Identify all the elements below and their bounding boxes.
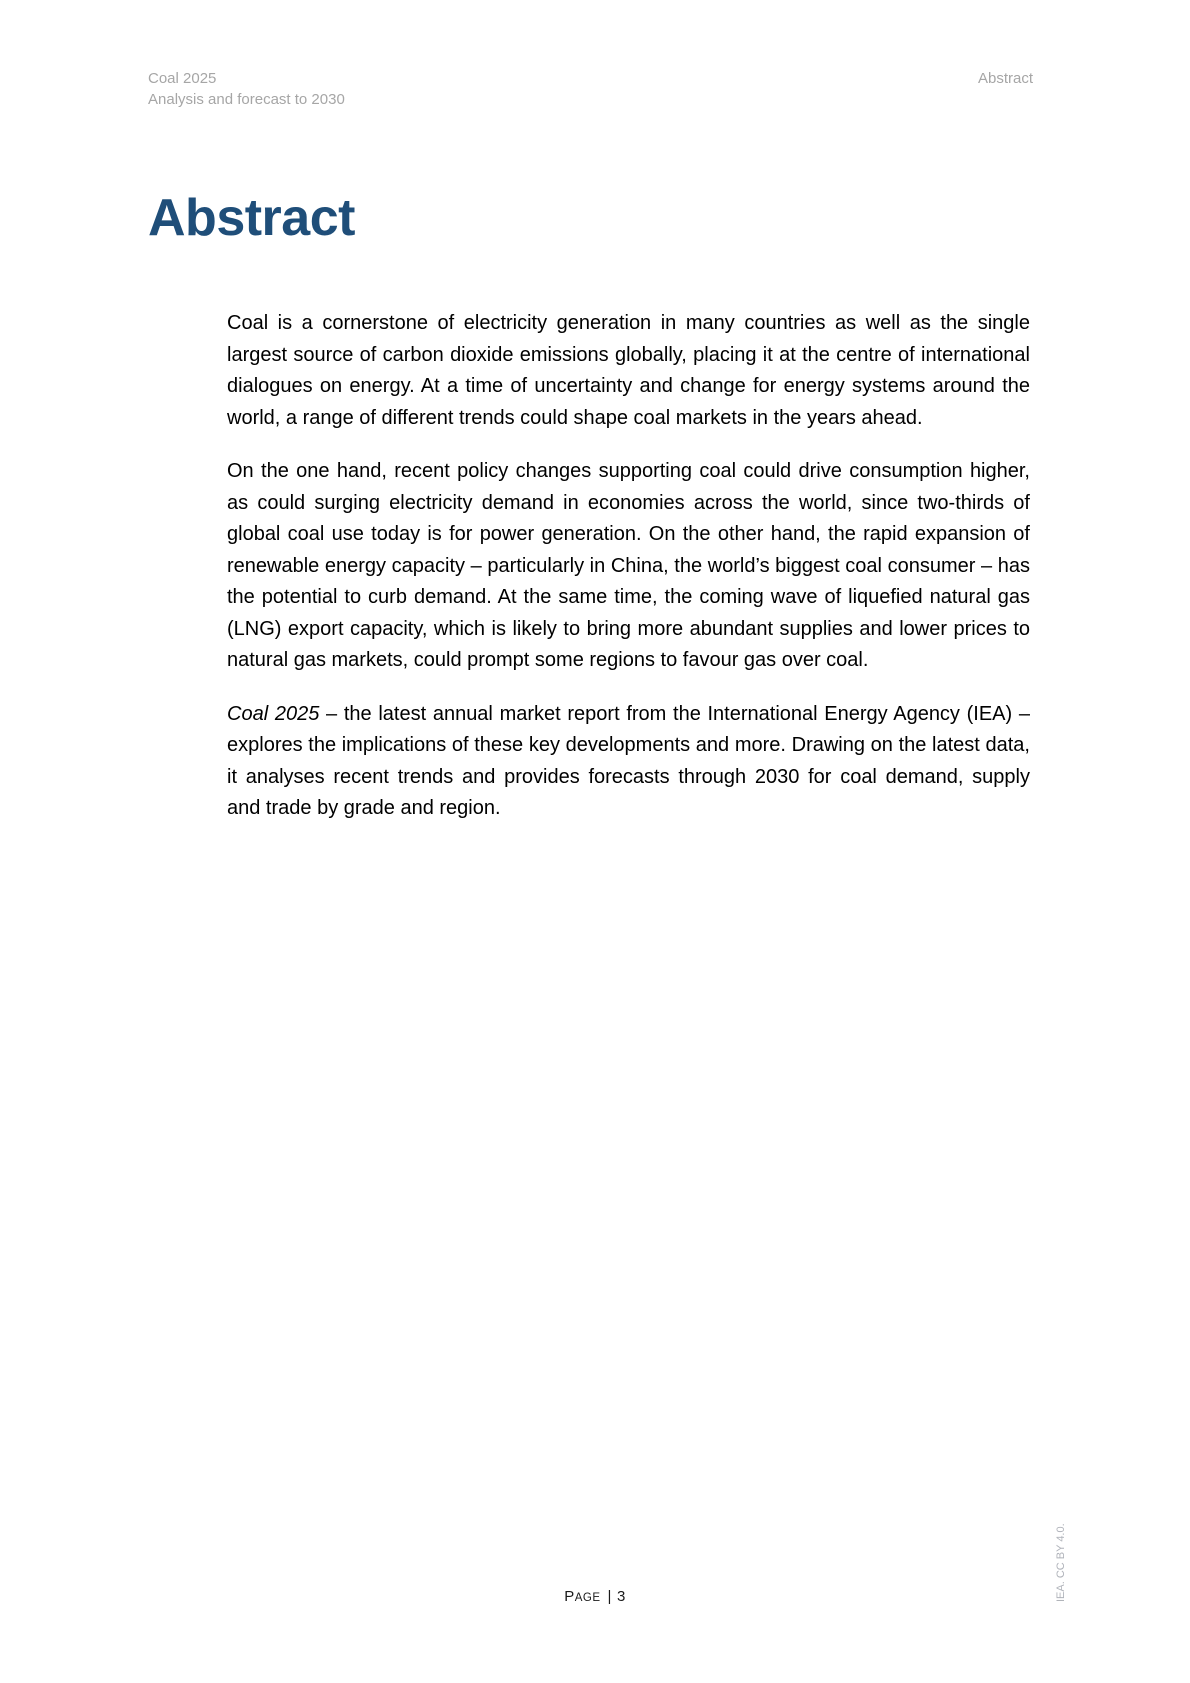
- running-section-label: Abstract: [977, 70, 1033, 87]
- license-attribution: IEA. CC BY 4.0.: [1055, 1523, 1067, 1602]
- report-name-italic: Coal 2025: [227, 702, 320, 725]
- running-title-line2: Analysis and forecast to 2030: [148, 91, 345, 108]
- paragraph: [227, 456, 1030, 677]
- page-footer: [0, 1588, 1190, 1605]
- page-number-divider: |: [607, 1588, 612, 1605]
- paragraph: [227, 699, 1030, 825]
- page-header: [148, 68, 1033, 110]
- running-title-line1: Coal 2025: [148, 70, 217, 87]
- page-word-initial: P: [564, 1588, 575, 1605]
- paragraph-text: On the one hand, recent policy changes supporting coal could drive consumption higher, as could surging electricity demand in economies across the world, since two-thirds of global coal use today is for power generation. On the other hand, the rapid expansion of renewable energy capacity – particularly in China, the world’s biggest coal consumer – has the potential to curb demand. At the same time, the coming wave of liquefied natural gas (LNG) export capacity, which is likely to bring more abundant supplies and lower prices to natural gas markets, could prompt some regions to favour gas over coal.: [227, 460, 1030, 671]
- paragraph: [227, 308, 1030, 434]
- paragraph-text: – the latest annual market report from the International Energy Agency (IEA) – explores the implications of these key developments and more. Drawing on the latest data, it analyses recent trends and provides forecasts through 2030 for coal demand, supply and trade by grade and region.: [227, 702, 1030, 819]
- page-title: Abstract: [148, 189, 355, 247]
- page-number: 3: [616, 1588, 626, 1605]
- running-title: [148, 68, 345, 110]
- abstract-body: [227, 308, 1030, 847]
- paragraph-text: Coal is a cornerstone of electricity generation in many countries as well as the single largest source of carbon dioxide emissions globally, placing it at the centre of international dialogues on energy. At a time of uncertainty and change for energy systems around the world, a range of different trends could shape coal markets in the years ahead.: [227, 312, 1030, 429]
- page-word-rest: AGE: [574, 1592, 601, 1604]
